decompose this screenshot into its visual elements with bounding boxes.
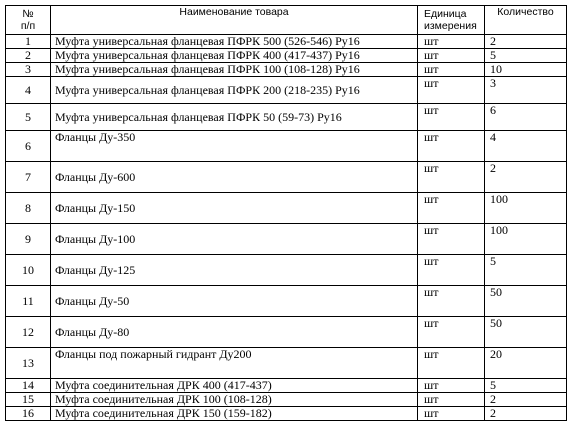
row-quantity: 20 bbox=[485, 348, 567, 379]
row-unit: шт bbox=[418, 63, 485, 77]
header-unit-line1: Единица bbox=[424, 8, 467, 20]
header-number-line1: № bbox=[22, 8, 34, 20]
row-quantity: 2 bbox=[485, 35, 567, 49]
row-quantity: 2 bbox=[485, 162, 567, 193]
row-quantity: 50 bbox=[485, 286, 567, 317]
row-number: 10 bbox=[6, 255, 51, 286]
row-unit: шт bbox=[418, 35, 485, 49]
table-row bbox=[6, 317, 567, 348]
row-unit: шт bbox=[418, 77, 485, 104]
row-quantity: 6 bbox=[485, 104, 567, 131]
row-name: Фланцы Ду-100 bbox=[51, 224, 418, 255]
row-name: Муфта универсальная фланцевая ПФРК 50 (59-73) Ру16 bbox=[51, 104, 418, 131]
row-quantity: 100 bbox=[485, 224, 567, 255]
row-number: 3 bbox=[6, 63, 51, 77]
row-number: 13 bbox=[6, 348, 51, 379]
row-name: Фланцы Ду-50 bbox=[51, 286, 418, 317]
row-unit: шт bbox=[418, 162, 485, 193]
table-row bbox=[6, 255, 567, 286]
table-row bbox=[6, 224, 567, 255]
row-unit: шт bbox=[418, 348, 485, 379]
row-unit: шт bbox=[418, 224, 485, 255]
row-name: Муфта соединительная ДРК 100 (108-128) bbox=[51, 393, 418, 407]
goods-table bbox=[5, 5, 567, 421]
row-name: Фланцы Ду-350 bbox=[51, 131, 418, 162]
header-name: Наименование товара bbox=[51, 6, 418, 35]
table-row bbox=[6, 63, 567, 77]
row-quantity: 5 bbox=[485, 255, 567, 286]
row-unit: шт bbox=[418, 131, 485, 162]
row-number: 6 bbox=[6, 131, 51, 162]
row-number: 1 bbox=[6, 35, 51, 49]
header-unit bbox=[418, 6, 485, 35]
row-quantity: 10 bbox=[485, 63, 567, 77]
row-number: 5 bbox=[6, 104, 51, 131]
row-number: 11 bbox=[6, 286, 51, 317]
table-row bbox=[6, 193, 567, 224]
header-quantity: Количество bbox=[485, 6, 567, 35]
table-row bbox=[6, 348, 567, 379]
row-quantity: 3 bbox=[485, 77, 567, 104]
header-number-line2: п/п bbox=[20, 20, 36, 32]
table-row bbox=[6, 35, 567, 49]
table-row bbox=[6, 286, 567, 317]
row-unit: шт bbox=[418, 255, 485, 286]
table-row bbox=[6, 407, 567, 421]
row-quantity: 5 bbox=[485, 379, 567, 393]
header-unit-line2: измерения bbox=[424, 20, 477, 32]
row-quantity: 4 bbox=[485, 131, 567, 162]
table-row bbox=[6, 77, 567, 104]
row-name: Фланцы Ду-80 bbox=[51, 317, 418, 348]
table-row bbox=[6, 131, 567, 162]
row-unit: шт bbox=[418, 104, 485, 131]
row-number: 15 bbox=[6, 393, 51, 407]
row-name: Муфта соединительная ДРК 150 (159-182) bbox=[51, 407, 418, 421]
row-name: Муфта соединительная ДРК 400 (417-437) bbox=[51, 379, 418, 393]
table-row bbox=[6, 379, 567, 393]
row-name: Муфта универсальная фланцевая ПФРК 100 (108-128) Ру16 bbox=[51, 63, 418, 77]
row-unit: шт bbox=[418, 49, 485, 63]
row-unit: шт bbox=[418, 407, 485, 421]
header-number bbox=[6, 6, 51, 35]
row-number: 12 bbox=[6, 317, 51, 348]
row-number: 9 bbox=[6, 224, 51, 255]
row-number: 8 bbox=[6, 193, 51, 224]
row-unit: шт bbox=[418, 286, 485, 317]
table-row bbox=[6, 49, 567, 63]
row-name: Фланцы Ду-600 bbox=[51, 162, 418, 193]
row-number: 4 bbox=[6, 77, 51, 104]
row-quantity: 100 bbox=[485, 193, 567, 224]
row-name: Фланцы Ду-125 bbox=[51, 255, 418, 286]
table-row bbox=[6, 104, 567, 131]
row-quantity: 2 bbox=[485, 407, 567, 421]
row-number: 2 bbox=[6, 49, 51, 63]
table-header-row bbox=[6, 6, 567, 35]
row-quantity: 5 bbox=[485, 49, 567, 63]
table-row bbox=[6, 393, 567, 407]
row-unit: шт bbox=[418, 393, 485, 407]
row-number: 14 bbox=[6, 379, 51, 393]
row-name: Муфта универсальная фланцевая ПФРК 500 (526-546) Ру16 bbox=[51, 35, 418, 49]
row-number: 7 bbox=[6, 162, 51, 193]
table-row bbox=[6, 162, 567, 193]
row-name: Муфта универсальная фланцевая ПФРК 200 (218-235) Ру16 bbox=[51, 77, 418, 104]
row-quantity: 2 bbox=[485, 393, 567, 407]
row-name: Фланцы Ду-150 bbox=[51, 193, 418, 224]
row-unit: шт bbox=[418, 379, 485, 393]
row-number: 16 bbox=[6, 407, 51, 421]
row-name: Муфта универсальная фланцевая ПФРК 400 (417-437) Ру16 bbox=[51, 49, 418, 63]
row-name: Фланцы под пожарный гидрант Ду200 bbox=[51, 348, 418, 379]
row-unit: шт bbox=[418, 317, 485, 348]
row-unit: шт bbox=[418, 193, 485, 224]
row-quantity: 50 bbox=[485, 317, 567, 348]
